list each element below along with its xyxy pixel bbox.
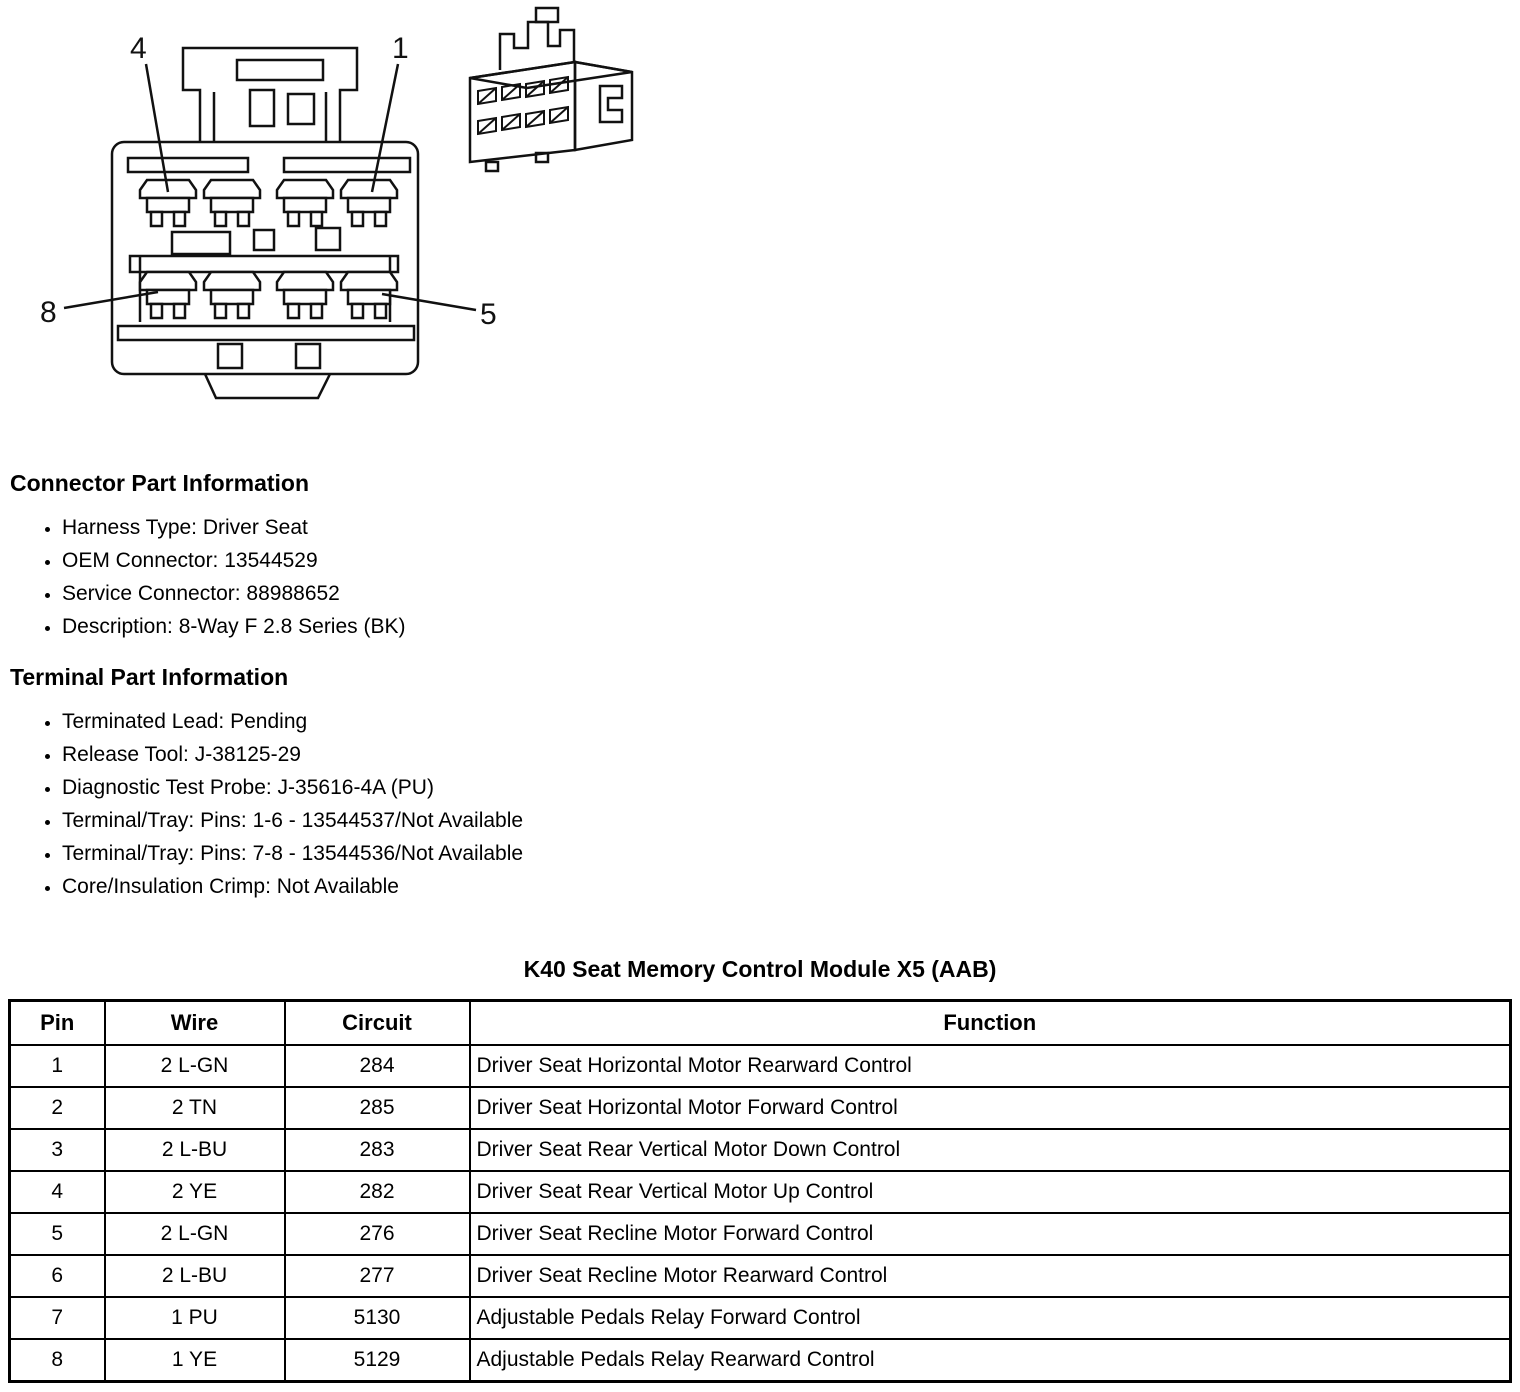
function-cell: Driver Seat Recline Motor Forward Control	[470, 1213, 1511, 1255]
circuit-cell: 282	[285, 1171, 470, 1213]
connector-front-view	[112, 48, 418, 398]
table-header-row	[10, 1001, 1511, 1046]
list-item: • Core/Insulation Crimp: Not Available	[62, 876, 523, 898]
list-item: • Terminal/Tray: Pins: 7-8 - 13544536/Not Available	[62, 843, 523, 865]
connector-part-information-section	[10, 470, 406, 649]
connector-part-information-list	[10, 517, 406, 638]
connector-diagram	[0, 0, 700, 450]
table-title: K40 Seat Memory Control Module X5 (AAB)	[523, 956, 997, 982]
wire-cell: 2 L-GN	[105, 1213, 285, 1255]
circuit-cell: 284	[285, 1045, 470, 1087]
list-item: • Diagnostic Test Probe: J-35616-4A (PU)	[62, 777, 523, 799]
circuit-cell: 5130	[285, 1297, 470, 1339]
terminal-part-information-list	[10, 711, 523, 898]
list-item: • OEM Connector: 13544529	[62, 550, 406, 572]
list-item: • Release Tool: J-38125-29	[62, 744, 523, 766]
wire-cell: 1 PU	[105, 1297, 285, 1339]
table-row	[10, 1297, 1511, 1339]
pin-cell: 3	[10, 1129, 105, 1171]
pin-callout-4: 4	[130, 32, 147, 65]
column-header-circuit: Circuit	[285, 1001, 470, 1046]
pin-callout-8: 8	[40, 296, 57, 329]
table-row	[10, 1339, 1511, 1382]
table-row	[10, 1255, 1511, 1297]
function-cell: Driver Seat Horizontal Motor Forward Control	[470, 1087, 1511, 1129]
wire-cell: 2 TN	[105, 1087, 285, 1129]
function-cell: Adjustable Pedals Relay Rearward Control	[470, 1339, 1511, 1382]
pinout-table	[8, 999, 1512, 1383]
list-item: • Terminal/Tray: Pins: 1-6 - 13544537/Not Available	[62, 810, 523, 832]
pin-cell: 5	[10, 1213, 105, 1255]
function-cell: Adjustable Pedals Relay Forward Control	[470, 1297, 1511, 1339]
function-cell: Driver Seat Horizontal Motor Rearward Control	[470, 1045, 1511, 1087]
circuit-cell: 283	[285, 1129, 470, 1171]
column-header-wire: Wire	[105, 1001, 285, 1046]
circuit-cell: 285	[285, 1087, 470, 1129]
terminal-part-information-heading: Terminal Part Information	[10, 664, 289, 690]
table-row	[10, 1087, 1511, 1129]
terminal-part-information-section	[10, 664, 523, 909]
pin-cell: 1	[10, 1045, 105, 1087]
function-cell: Driver Seat Rear Vertical Motor Down Control	[470, 1129, 1511, 1171]
table-row	[10, 1045, 1511, 1087]
pin-callout-5: 5	[480, 298, 497, 331]
pinout-table-section	[8, 956, 1512, 1383]
list-item: • Description: 8-Way F 2.8 Series (BK)	[62, 616, 406, 638]
pin-cell: 7	[10, 1297, 105, 1339]
circuit-cell: 276	[285, 1213, 470, 1255]
connector-part-information-heading: Connector Part Information	[10, 470, 310, 496]
isometric-terminal-holes	[478, 77, 568, 134]
pin-cell: 8	[10, 1339, 105, 1382]
table-row	[10, 1129, 1511, 1171]
table-row	[10, 1171, 1511, 1213]
list-item: • Terminated Lead: Pending	[62, 711, 523, 733]
function-cell: Driver Seat Recline Motor Rearward Control	[470, 1255, 1511, 1297]
column-header-pin: Pin	[10, 1001, 105, 1046]
pin-cell: 6	[10, 1255, 105, 1297]
pin-cell: 4	[10, 1171, 105, 1213]
wire-cell: 2 L-BU	[105, 1129, 285, 1171]
circuit-cell: 277	[285, 1255, 470, 1297]
wire-cell: 2 L-BU	[105, 1255, 285, 1297]
list-item: • Service Connector: 88988652	[62, 583, 406, 605]
function-cell: Driver Seat Rear Vertical Motor Up Control	[470, 1171, 1511, 1213]
wire-cell: 2 L-GN	[105, 1045, 285, 1087]
wire-cell: 1 YE	[105, 1339, 285, 1382]
connector-isometric-view	[470, 8, 632, 171]
column-header-function: Function	[470, 1001, 1511, 1046]
wire-cell: 2 YE	[105, 1171, 285, 1213]
pin-cell: 2	[10, 1087, 105, 1129]
list-item: • Harness Type: Driver Seat	[62, 517, 406, 539]
connector-diagram-svg	[0, 0, 700, 450]
table-row	[10, 1213, 1511, 1255]
pin-callout-1: 1	[392, 32, 409, 65]
circuit-cell: 5129	[285, 1339, 470, 1382]
